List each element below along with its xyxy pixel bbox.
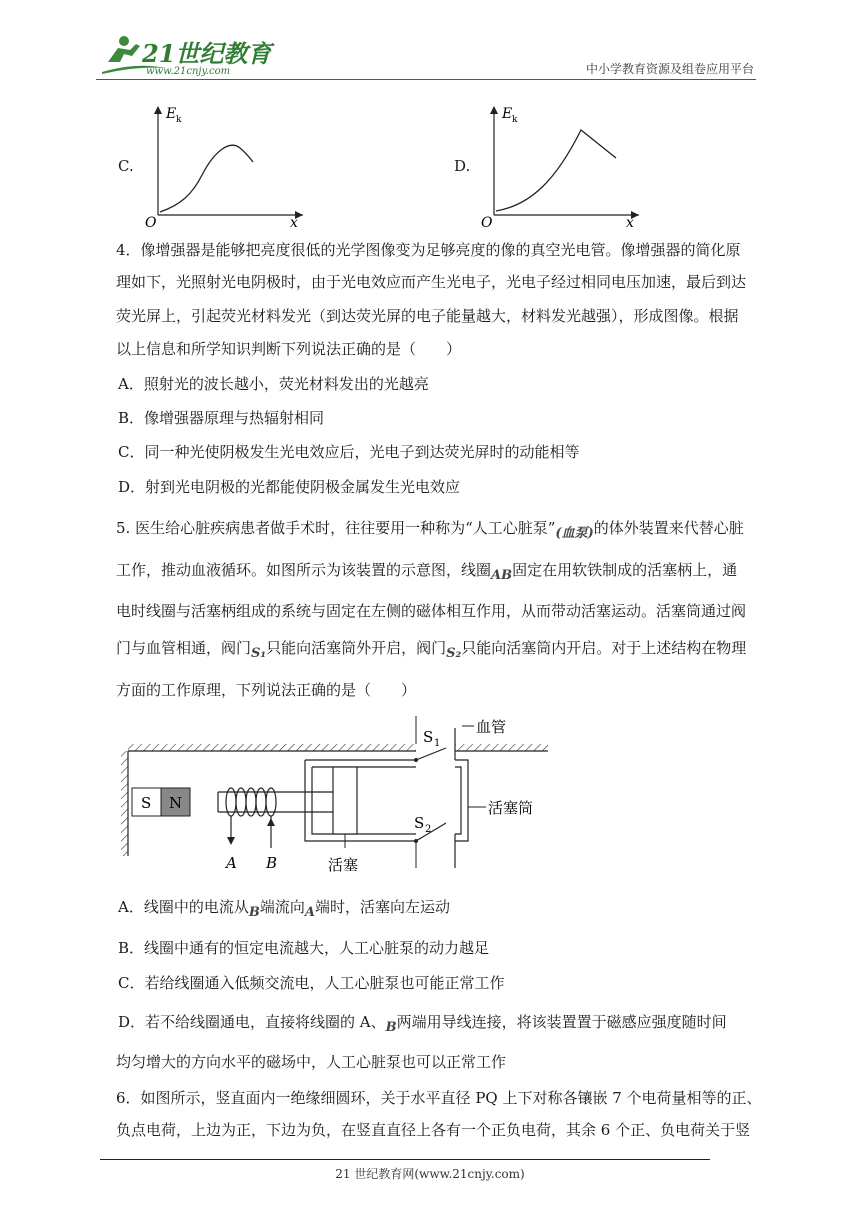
graph-c-label: C. [118,157,134,175]
q4-option-a: A．照射光的波长越小，荧光材料发出的光越亮 [118,375,429,393]
valve-s1 [416,748,446,760]
q5-line-2: 工作，推动血液循环。如图所示为该装置的示意图，线圈AB固定在用软铁制成的活塞柄上，通 [116,560,737,586]
footer-rule [100,1159,710,1160]
s1-label: S [423,728,434,746]
platform-name: 中小学教育资源及组卷应用平台 [585,62,754,76]
valve-s2-symbol: S₂ [446,646,462,661]
site-logo [96,32,272,77]
q5-option-d: D．若不给线圈通电，直接将线圈的 A、B两端用导线连接，将该装置置于磁感应强度随时间 [118,1012,727,1038]
logo-text: 21世纪教育 [142,39,272,68]
a-symbol: A [304,905,315,920]
logo-url: www.21cnjy.com [146,66,231,77]
footer-text: 21 世纪教育网(www.21cnjy.com) [335,1167,525,1181]
graph-d-curve [496,130,616,211]
blood-pump-note: (血泵) [555,526,594,541]
q5-line-4: 门与血管相通，阀门S₁只能向活塞筒外开启，阀门S₂只能向活塞筒内开启。对于上述结构在物理 [116,638,746,664]
piston-label: 活塞 [328,856,359,874]
q4-line-1: 4．像增强器是能够把亮度很低的光学图像变为足够亮度的像的真空光电管。像增强器的简化原 [116,241,741,259]
svg-text:2: 2 [425,824,432,835]
graph-d-label: D. [454,157,471,175]
q4-line-2: 理如下，光照射光电阴极时，由于光电效应而产生光电子，光电子经过相同电压加速，最后到达 [116,273,747,291]
q5-line-5: 方面的工作原理，下列说法正确的是（ ） [116,681,417,699]
q5-line-1: 5. 医生给心脏疾病患者做手术时，往往要用一种称为“人工心脏泵”(血泵)的体外装置来代替心脏 [116,518,744,544]
magnet-s: S [141,794,152,812]
q6-line-1: 6．如图所示，竖直面内一绝缘细圆环，关于水平直径 PQ 上下对称各镶嵌 7 个电荷量相等的正、 [116,1089,762,1107]
lead-b: B [266,854,278,872]
q4-line-3: 荧光屏上，引起荧光材料发光（到达荧光屏的电子能量越大，材料发光越强），形成图像。根据 [116,307,739,325]
lead-a: A [226,854,237,872]
q5-option-c: C．若给线圈通入低频交流电，人工心脏泵也可能正常工作 [118,974,505,992]
cylinder-label: 活塞筒 [488,799,534,817]
graph-c-ysub: k [176,115,182,125]
s2-label: S [414,814,425,832]
q5-option-a: A．线圈中的电流从B端流向A端时，活塞向左运动 [118,897,450,923]
graph-c-curve [160,145,253,212]
q6-line-2: 负点电荷，上边为正，下边为负，在竖直直径上各有一个正负电荷，其余 6 个正、负电荷关于竖 [116,1121,751,1139]
q5-line-3: 电时线圈与活塞柄组成的系统与固定在左侧的磁体相互作用，从而带动活塞运动。活塞筒通过阀 [116,602,747,620]
graph-d-xlabel: x [626,215,634,231]
graph-c-xlabel: x [290,215,298,231]
heart-pump-diagram [118,708,558,880]
graph-c-ylabel: E [166,106,177,122]
svg-text:1: 1 [434,738,441,749]
magnet-n: N [169,794,183,812]
q4-line-4: 以上信息和所学知识判断下列说法正确的是（ ） [116,340,462,358]
coil-ab-symbol: AB [491,568,513,583]
graph-d-ysub: k [512,115,518,125]
header-rule [96,79,756,80]
vessel-label: 血管 [476,718,507,736]
graph-d-ylabel: E [502,106,513,122]
q4-option-b: B．像增强器原理与热辐射相同 [118,409,325,427]
q5-option-b: B．线圈中通有的恒定电流越大，人工心脏泵的动力越足 [118,939,490,957]
q4-option-c: C．同一种光使阴极发生光电效应后，光电子到达荧光屏时的动能相等 [118,443,580,461]
valve-s1-symbol: S₁ [251,646,267,661]
q5-option-d-line-2: 均匀增大的方向水平的磁场中，人工心脏泵也可以正常工作 [116,1053,507,1071]
b-symbol: B [385,1020,397,1035]
q4-option-d: D．射到光电阴极的光都能使阴极金属发生光电效应 [118,478,461,496]
b-symbol: B [248,905,260,920]
graph-d-origin: O [481,215,493,231]
graph-c-origin: O [145,215,157,231]
